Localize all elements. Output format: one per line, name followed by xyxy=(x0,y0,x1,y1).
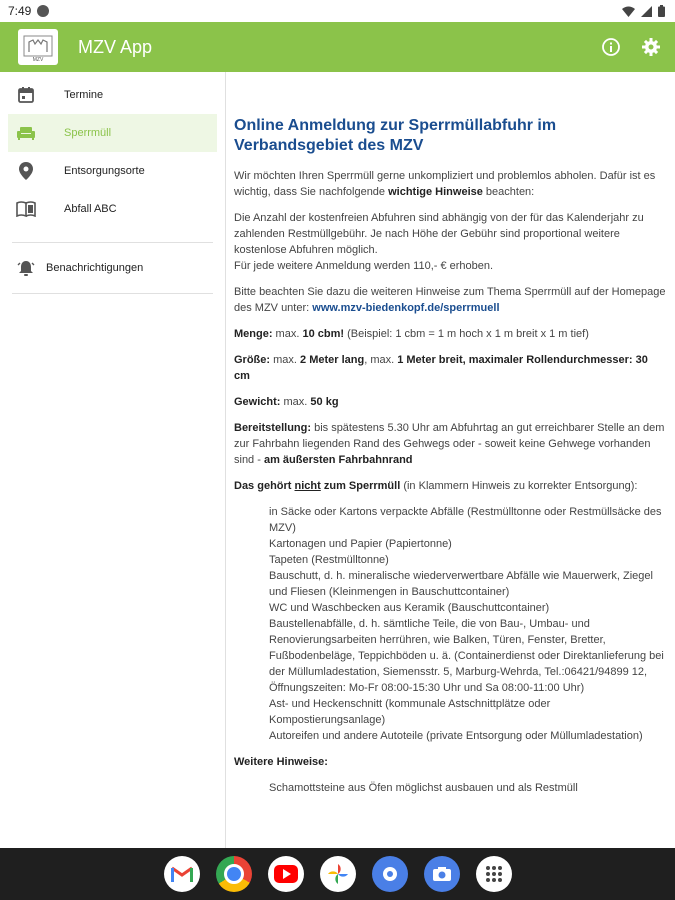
settings-app-icon[interactable] xyxy=(372,856,408,892)
sidebar-item-benachrichtigungen[interactable] xyxy=(0,249,225,287)
weitere-hinweise-heading: Weitere Hinweise: xyxy=(234,756,328,768)
bell-icon xyxy=(16,258,36,278)
photos-icon[interactable] xyxy=(320,856,356,892)
list-item: Bauschutt, d. h. mineralische wiederverwertbare Abfälle wie Mauerwerk, Ziegel und Fliesen (Kleinmengen in Bauschuttcontainer) xyxy=(269,570,653,598)
sidebar-item-label: Entsorgungsorte xyxy=(64,165,145,177)
list-item: WC und Waschbecken aus Keramik (Bauschuttcontainer) xyxy=(269,602,550,614)
sidebar-item-sperrmuell[interactable] xyxy=(8,114,217,152)
list-item: Kartonagen und Papier (Papiertonne) xyxy=(269,538,452,550)
sidebar-item-entsorgungsorte[interactable] xyxy=(0,152,225,190)
weitere-hinweise-list xyxy=(234,780,666,796)
sidebar-item-abfall-abc[interactable] xyxy=(0,190,225,228)
battery-icon xyxy=(658,5,665,17)
list-item: Autoreifen und andere Autoteile (private Entsorgung oder Müllumladestation) xyxy=(269,730,643,742)
menge-paragraph: Menge: max. 10 cbm! (Beispiel: 1 cbm = 1 m hoch x 1 m breit x 1 m tief) xyxy=(234,328,589,340)
sidebar-item-termine[interactable] xyxy=(0,76,225,114)
navigation-drawer xyxy=(0,72,226,848)
gewicht-paragraph: Gewicht: max. 50 kg xyxy=(234,396,339,408)
bereitstellung-paragraph: Bereitstellung: bis spätestens 5.30 Uhr am Abfuhrtag an gut erreichbarer Stelle an dem zur Fahrbahn liegenden Rand des Gehwegs oder - soweit keine Gehwege vorhanden sind - am äußersten Fahrbahnrand xyxy=(234,422,665,466)
logo-text: MZV xyxy=(32,57,44,62)
youtube-icon[interactable] xyxy=(268,856,304,892)
chrome-icon[interactable] xyxy=(216,856,252,892)
wifi-icon xyxy=(622,6,635,17)
app-bar xyxy=(0,22,675,72)
status-time: 7:49 xyxy=(8,4,32,18)
app-logo xyxy=(18,29,58,65)
logo-icon xyxy=(21,32,55,62)
status-bar xyxy=(0,0,675,22)
signal-icon xyxy=(641,6,652,17)
camera-icon[interactable] xyxy=(424,856,460,892)
list-item: Baustellenabfälle, d. h. sämtliche Teile, die von Bau-, Umbau- und Renovierungsarbeiten herrühren, wie Balken, Türen, Fenster, Bretter, Fußbodenbeläge, Teppichböden u. ä. (Containerdienst oder Direktanlieferung bei der Müllumladestation, Siemensstr. 5, Marburg-Wehrda, Tel.:06421/94899 12, Öffnungszeiten: Mo-Fr 08:00-15:30 Uhr und Sa 08:00-11:00 Uhr) xyxy=(269,618,664,694)
intro-bold: wichtige Hinweise xyxy=(388,186,483,198)
taskbar-dock xyxy=(0,848,675,900)
location-pin-icon xyxy=(16,161,36,181)
sidebar-item-label: Benachrichtigungen xyxy=(46,262,144,274)
apps-icon[interactable] xyxy=(476,856,512,892)
sidebar-item-label: Abfall ABC xyxy=(64,203,117,215)
intro-paragraph: Wir möchten Ihren Sperrmüll gerne unkompliziert und problemlos abholen. Dafür ist es wichtig, dass Sie nachfolgende wichtige Hinweise beachten: xyxy=(234,170,656,198)
list-item: Schamottsteine aus Öfen möglichst ausbauen und als Restmüll xyxy=(269,782,578,794)
groesse-paragraph: Größe: max. 2 Meter lang, max. 1 Meter breit, maximaler Rollendurchmesser: 30 cm xyxy=(234,354,648,382)
nicht-sperrmuell-list xyxy=(234,504,666,744)
count-paragraph: Die Anzahl der kostenfreien Abfuhren sind abhängig von der für das Kalenderjahr zu zahlenden Restmüllgebühr. Je nach Höhe der Gebühr sind proportional weitere kostenlose Abfuhren möglich. Für jede weitere Anmeldung werden 110,- € erhoben. xyxy=(234,212,644,272)
app-title: MZV App xyxy=(78,36,153,57)
sidebar-item-label: Termine xyxy=(64,89,104,101)
gmail-icon[interactable] xyxy=(164,856,200,892)
list-item: in Säcke oder Kartons verpackte Abfälle (Restmülltonne oder Restmüllsäcke des MZV) xyxy=(269,506,662,534)
content-pane[interactable] xyxy=(226,72,675,848)
sofa-icon xyxy=(16,123,36,143)
settings-icon[interactable] xyxy=(641,37,661,57)
info-icon[interactable] xyxy=(601,37,621,57)
list-item: Tapeten (Restmülltonne) xyxy=(269,554,389,566)
divider xyxy=(12,293,213,294)
homepage-paragraph: Bitte beachten Sie dazu die weiteren Hinweise zum Thema Sperrmüll auf der Homepage des MZV unter: www.mzv-biedenkopf.de/sperrmuell xyxy=(234,286,666,314)
nicht-sperrmuell-heading: Das gehört nicht zum Sperrmüll (in Klammern Hinweis zu korrekter Entsorgung): xyxy=(234,480,638,492)
calendar-icon xyxy=(16,85,36,105)
book-icon xyxy=(16,199,36,219)
page-title: Online Anmeldung zur Sperrmüllabfuhr im Verbandsgebiet des MZV xyxy=(234,117,557,154)
list-item: Ast- und Heckenschnitt (kommunale Astschnittplätze oder Kompostierungsanlage) xyxy=(269,698,551,726)
notification-gear-icon xyxy=(37,5,49,17)
homepage-link[interactable]: www.mzv-biedenkopf.de/sperrmuell xyxy=(312,302,500,314)
sidebar-item-label: Sperrmüll xyxy=(64,127,112,139)
